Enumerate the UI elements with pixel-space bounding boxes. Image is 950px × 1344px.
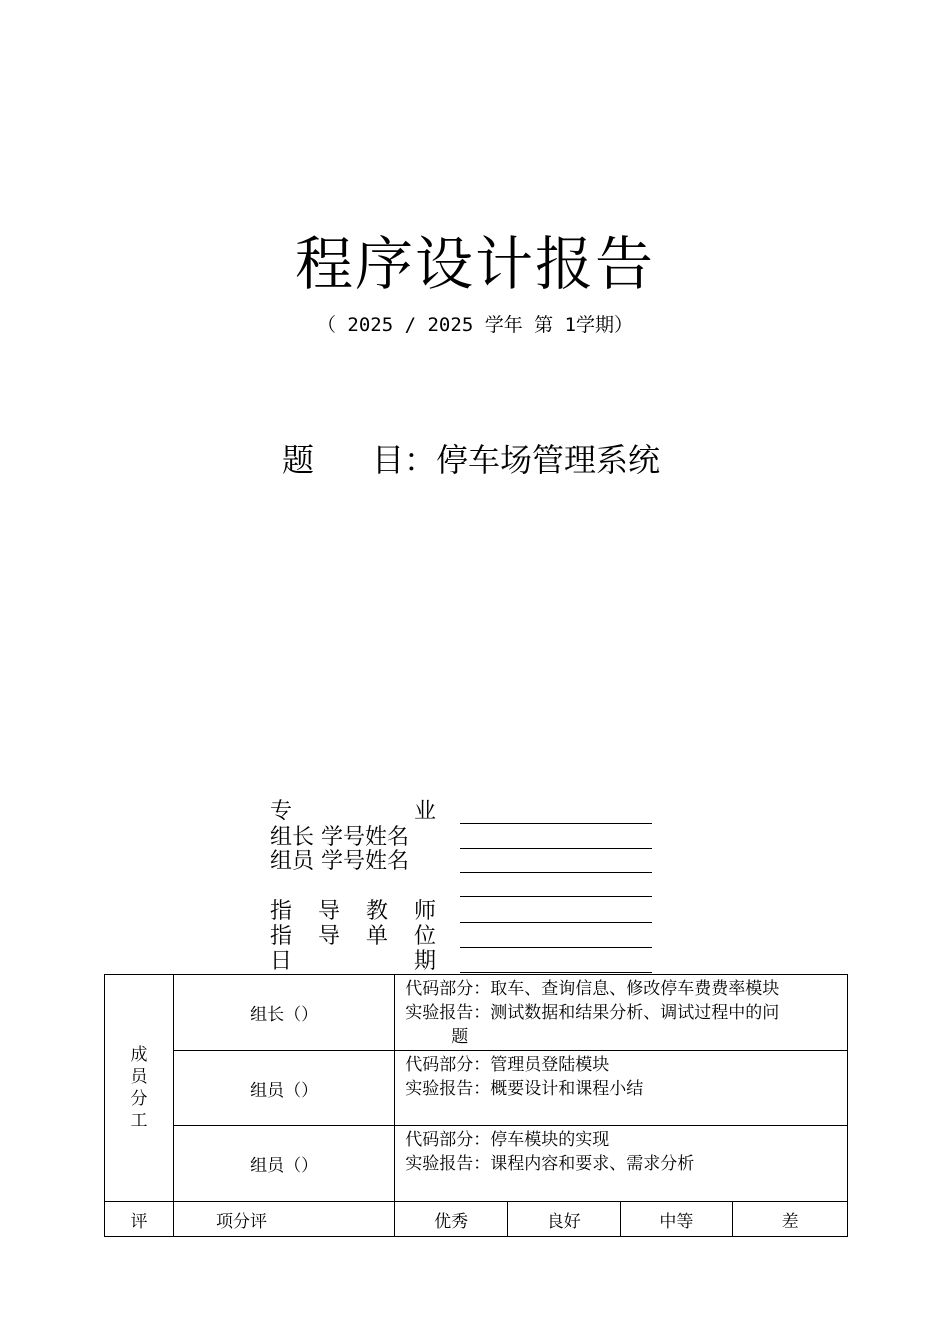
division-of-labor-table xyxy=(104,974,848,1237)
date-blank-line[interactable] xyxy=(460,972,652,973)
role-cell: 组长（） xyxy=(174,975,395,1051)
topic-line xyxy=(282,438,660,482)
task-cell: 代码部分：停车模块的实现 实验报告：课程内容和要求、需求分析 xyxy=(395,1126,848,1202)
table-row xyxy=(105,975,848,1051)
evaluation-row xyxy=(105,1202,848,1237)
task-cell: 代码部分：管理员登陆模块 实验报告：概要设计和课程小结 xyxy=(395,1051,848,1126)
grade-poor[interactable]: 差 xyxy=(733,1202,848,1237)
report-title: 程序设计报告 xyxy=(294,230,655,298)
topic-label-1: 题 xyxy=(282,441,315,479)
academic-term: （ 2025 / 2025 学年 第 1学期） xyxy=(316,314,634,336)
table-row xyxy=(105,1126,848,1202)
eval-item: 项分评 xyxy=(174,1202,395,1237)
major-blank-line[interactable] xyxy=(460,823,652,824)
field-teacher-label: 指 导 教 师 xyxy=(270,899,437,924)
field-unit-label: 指 导 单 位 xyxy=(270,924,437,949)
leader-blank-line[interactable] xyxy=(460,848,652,849)
topic-label-2: 目： xyxy=(372,441,437,479)
role-cell: 组员（） xyxy=(174,1126,395,1202)
eval-label: 评 xyxy=(105,1202,174,1237)
grade-excellent[interactable]: 优秀 xyxy=(395,1202,508,1237)
member-blank-line[interactable] xyxy=(460,872,652,873)
field-date-label: 日 期 xyxy=(270,949,437,974)
task-cell: 代码部分：取车、查询信息、修改停车费费率模块 实验报告：测试数据和结果分析、调试过程中的问 题 xyxy=(395,975,848,1051)
field-leader-label: 组长 学号姓名 xyxy=(270,825,409,850)
role-cell: 组员（） xyxy=(174,1051,395,1126)
section-label: 成 员 分 工 xyxy=(105,975,174,1202)
extra-blank-line[interactable] xyxy=(460,896,652,897)
topic-value: 停车场管理系统 xyxy=(436,441,661,479)
table-row xyxy=(105,1051,848,1126)
teacher-blank-line[interactable] xyxy=(460,922,652,923)
field-major-label: 专 业 xyxy=(270,799,437,824)
grade-average[interactable]: 中等 xyxy=(620,1202,733,1237)
field-member-label: 组员 学号姓名 xyxy=(270,849,409,874)
grade-good[interactable]: 良好 xyxy=(507,1202,620,1237)
unit-blank-line[interactable] xyxy=(460,947,652,948)
